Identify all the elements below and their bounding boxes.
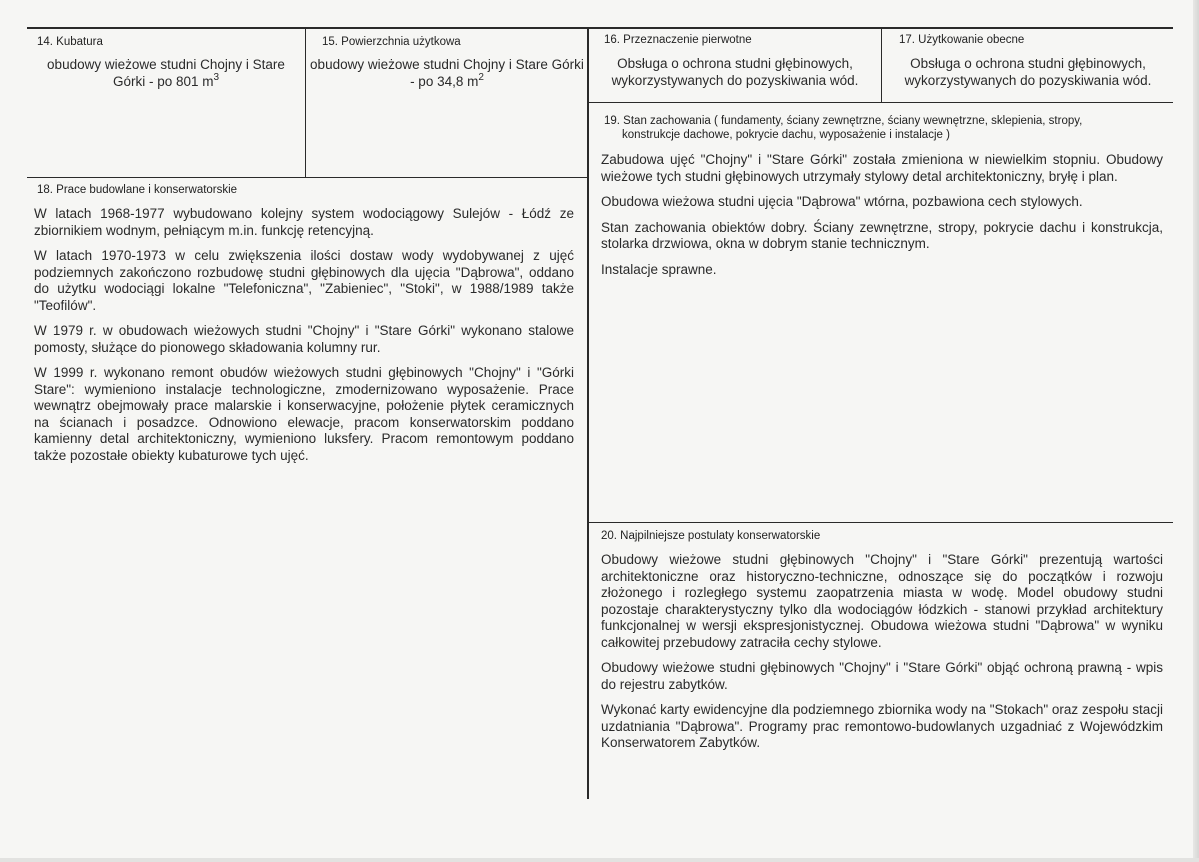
line-under-14-15 [27,177,588,178]
divider-16-17 [881,27,882,103]
cell-16-value: Obsługa o ochrona studni głębinowych, wykorzystywanych do pozyskiwania wód. [611,56,859,88]
divider-left-right [587,27,589,799]
cell-15-value [310,56,584,90]
cell-17-label: 17. Użytkowanie obecne [899,34,1025,46]
cell-17-value: Obsługa o ochrona studni głębinowych, wykorzystywanych do pozyskiwania wód. [904,56,1152,88]
line-under-19 [588,522,1173,523]
cell-14-label: 14. Kubatura [37,36,103,48]
works-paragraph-4: W 1999 r. wykonano remont obudów wieżowych studni głębinowych "Chojny" i "Górki Stare": wymieniono instalacje technologiczne, zmodernizowano wyposażenie. Prace wewnątrz obejmowały prace malarskie i konserwacyjne, położenie płytek ceramicznych na ścianach i posadzce. Odnowiono elewacje, pracom konserwatorskim poddano kamienny detal architektoniczny, wymieniono luksfery. Pracom remontowym poddano także pozostałe obiekty kubaturowe tych ujęć. [34,365,574,463]
postulates-paragraph-3: Wykonać karty ewidencyjne dla podziemnego zbiornika wody na "Stokach" oraz zespołu stacji uzdatniania "Dąbrowa". Programy prac remontowo-budowlanych uzgadniać z Wojewódzkim Konserwatorem Zabytków. [601,702,1163,750]
condition-paragraph-2: Obudowa wieżowa studni ujęcia "Dąbrowa" wtórna, pozbawiona cech stylowych. [601,194,1083,209]
cell-18-body [34,206,574,473]
cell-19-label-line-1: 19. Stan zachowania ( fundamenty, ściany zewnętrzne, ściany wewnętrzne, sklepienia, stropy, [604,115,1083,127]
cubature-unit-exponent: 3 [213,72,220,83]
postulates-paragraph-2: Obudowy wieżowe studni głębinowych "Chojny" i "Stare Górki" objąć ochroną prawną - wpis do rejestru zabytków. [601,660,1163,692]
postulates-paragraph-1: Obudowy wieżowe studni głębinowych "Chojny" i "Stare Górki" prezentują wartości architektoniczne oraz historyczno-techniczne, odnoszące się do początków i rozwoju złożonego i rozległego systemu zaopatrzenia miasta w wodę. Model obudowy studni pozostaje charakterystyczny tylko dla wodociągów łódzkich - stanowi przykład architektury funkcjonalnej w wersji ekspresjonistycznej. Obudowa wieżowa studni "Dąbrowa" w wyniku całkowitej przebudowy zatraciła cechy stylowe. [601,552,1163,650]
condition-paragraph-1: Zabudowa ujęć "Chojny" i "Stare Górki" została zmieniona w niewielkim stopniu. Obudowy wieżowe tych studni głębinowych utrzymały stylowy detal architektoniczny, bryłę i plan. [601,152,1163,184]
cubature-text: obudowy wieżowe studni Chojny i Stare Górki - po 801 m [47,57,285,89]
cell-20-label: 20. Najpilniejsze postulaty konserwatorskie [601,530,821,542]
cell-19-body [601,152,1163,287]
works-paragraph-3: W 1979 r. w obudowach wieżowych studni "Chojny" i "Stare Górki" wykonano stalowe pomosty, służące do pionowego składowania kolumny rur. [34,323,574,355]
cell-20-body [601,552,1163,761]
cell-18-label: 18. Prace budowlane i konserwatorskie [37,184,238,196]
works-paragraph-2: W latach 1970-1973 w celu zwiększenia ilości dostaw wody wydobywanej z ujęć podziemnych zakończono rozbudowę studni głębinowych dla ujęcia "Dąbrowa", oddano do użytku wodociągi lokalne "Telefoniczna", "Zabieniec", "Stoki", w 1988/1989 także "Teofilów". [34,248,574,313]
cell-14-value [30,56,302,90]
top-border-line [27,27,1173,29]
area-unit-exponent: 2 [478,72,484,83]
line-under-16-17 [588,102,1173,103]
divider-14-15 [305,27,306,178]
condition-paragraph-4: Instalacje sprawne. [601,261,717,277]
cell-15-label: 15. Powierzchnia użytkowa [322,36,461,48]
works-paragraph-1: W latach 1968-1977 wybudowano kolejny system wodociągowy Sulejów - Łódź ze zbiornikiem wodnym, pełniącym m.in. funkcję retencyjną. [34,206,574,238]
scan-edge-shadow [1193,0,1199,862]
usable-area-text: obudowy wieżowe studni Chojny i Stare Górki - po 34,8 m [310,57,584,89]
condition-paragraph-3: Stan zachowania obiektów dobry. Ściany zewnętrzne, stropy, pokrycie dachu i konstrukcja, stolarka drzwiowa, okna w dobrym stanie technicznym. [601,219,1163,251]
cell-19-label-line-2: konstrukcje dachowe, pokrycie dachu, wyposażenie i instalacje ) [622,129,950,141]
cell-16-label: 16. Przeznaczenie pierwotne [604,34,752,46]
scan-bottom-edge [0,858,1199,862]
